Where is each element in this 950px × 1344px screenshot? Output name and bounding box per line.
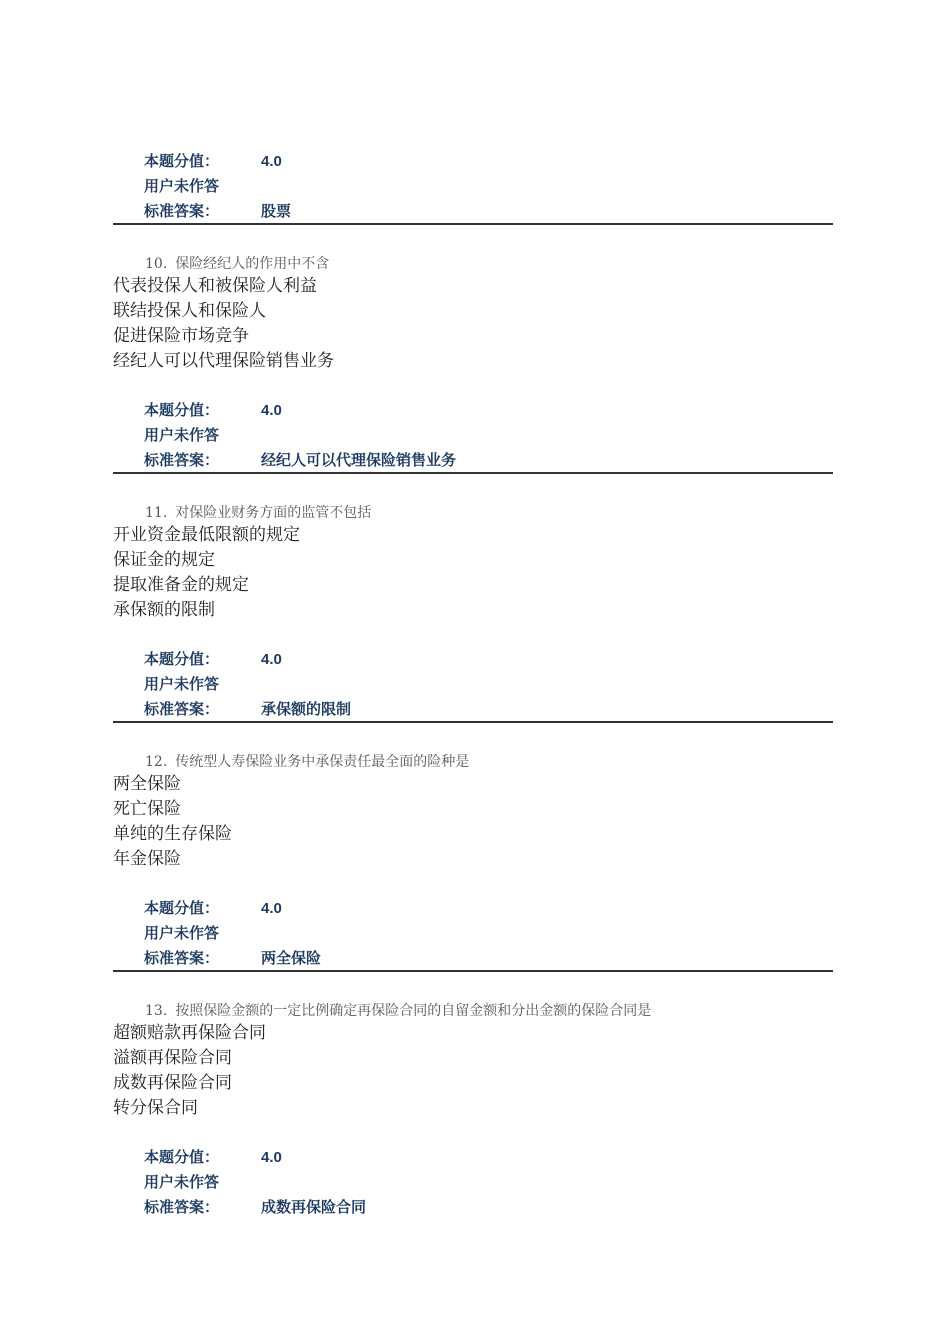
score-table — [113, 149, 833, 224]
unanswered-label: 用户未作答 — [144, 1174, 220, 1191]
option-item: 代表投保人和被保险人利益 — [113, 276, 317, 296]
option-item: 经纪人可以代理保险销售业务 — [113, 351, 334, 371]
score-table — [113, 896, 833, 971]
score-row — [113, 149, 833, 174]
answer-label: 标准答案： — [144, 701, 220, 718]
option-item: 单纯的生存保险 — [113, 824, 232, 844]
option-item: 溢额再保险合同 — [113, 1048, 232, 1068]
unanswered-label: 用户未作答 — [144, 178, 220, 195]
answer-label: 标准答案： — [144, 452, 220, 469]
answer-row — [113, 199, 833, 224]
score-value: 4.0 — [261, 153, 282, 170]
answer-value: 经纪人可以代理保险销售业务 — [261, 452, 457, 469]
option-item: 开业资金最低限额的规定 — [113, 525, 300, 545]
question-text — [145, 751, 469, 771]
question-stem: 按照保险金额的一定比例确定再保险合同的自留金额和分出金额的保险合同是 — [175, 1003, 652, 1019]
score-table — [113, 1145, 833, 1220]
question-stem: 对保险业财务方面的监管不包括 — [175, 505, 372, 521]
score-value: 4.0 — [261, 402, 282, 419]
unanswered-label: 用户未作答 — [144, 427, 220, 444]
answer-row — [113, 697, 833, 722]
unanswered-label: 用户未作答 — [144, 676, 220, 693]
score-label: 本题分值： — [144, 651, 220, 668]
unanswered-label: 用户未作答 — [144, 925, 220, 942]
question-number: 13. — [145, 1003, 168, 1019]
question-text — [145, 253, 329, 273]
score-value: 4.0 — [261, 1149, 282, 1166]
option-item: 成数再保险合同 — [113, 1073, 232, 1093]
option-item: 超额赔款再保险合同 — [113, 1023, 266, 1043]
question-number: 12. — [145, 754, 168, 770]
unanswered-row — [113, 423, 833, 448]
score-label: 本题分值： — [144, 1149, 220, 1166]
answer-label: 标准答案： — [144, 950, 220, 967]
score-row — [113, 896, 833, 921]
question-stem: 保险经纪人的作用中不含 — [175, 256, 330, 272]
option-item: 联结投保人和保险人 — [113, 301, 266, 321]
unanswered-row — [113, 672, 833, 697]
score-row — [113, 398, 833, 423]
question-number: 11. — [145, 505, 168, 521]
score-value: 4.0 — [261, 900, 282, 917]
answer-value: 两全保险 — [261, 950, 322, 967]
answer-row — [113, 448, 833, 473]
question-text — [145, 1000, 651, 1020]
answer-label: 标准答案： — [144, 1199, 220, 1216]
score-row — [113, 647, 833, 672]
score-table — [113, 647, 833, 722]
option-item: 两全保险 — [113, 774, 181, 794]
unanswered-row — [113, 1170, 833, 1195]
option-item: 年金保险 — [113, 849, 181, 869]
answer-row — [113, 946, 833, 971]
unanswered-row — [113, 174, 833, 199]
divider — [113, 721, 833, 723]
score-label: 本题分值： — [144, 402, 220, 419]
score-value: 4.0 — [261, 651, 282, 668]
answer-value: 成数再保险合同 — [261, 1199, 367, 1216]
divider — [113, 970, 833, 972]
answer-value: 承保额的限制 — [261, 701, 352, 718]
option-item: 承保额的限制 — [113, 600, 215, 620]
option-item: 促进保险市场竞争 — [113, 326, 249, 346]
question-text — [145, 502, 371, 522]
answer-value: 股票 — [261, 203, 292, 220]
divider — [113, 223, 833, 225]
score-label: 本题分值： — [144, 153, 220, 170]
option-item: 死亡保险 — [113, 799, 181, 819]
unanswered-row — [113, 921, 833, 946]
option-item: 转分保合同 — [113, 1098, 198, 1118]
score-row — [113, 1145, 833, 1170]
score-table — [113, 398, 833, 473]
answer-row — [113, 1195, 833, 1220]
question-number: 10. — [145, 256, 168, 272]
option-item: 保证金的规定 — [113, 550, 215, 570]
option-item: 提取准备金的规定 — [113, 575, 249, 595]
divider — [113, 472, 833, 474]
score-label: 本题分值： — [144, 900, 220, 917]
answer-label: 标准答案： — [144, 203, 220, 220]
question-stem: 传统型人寿保险业务中承保责任最全面的险种是 — [175, 754, 470, 770]
